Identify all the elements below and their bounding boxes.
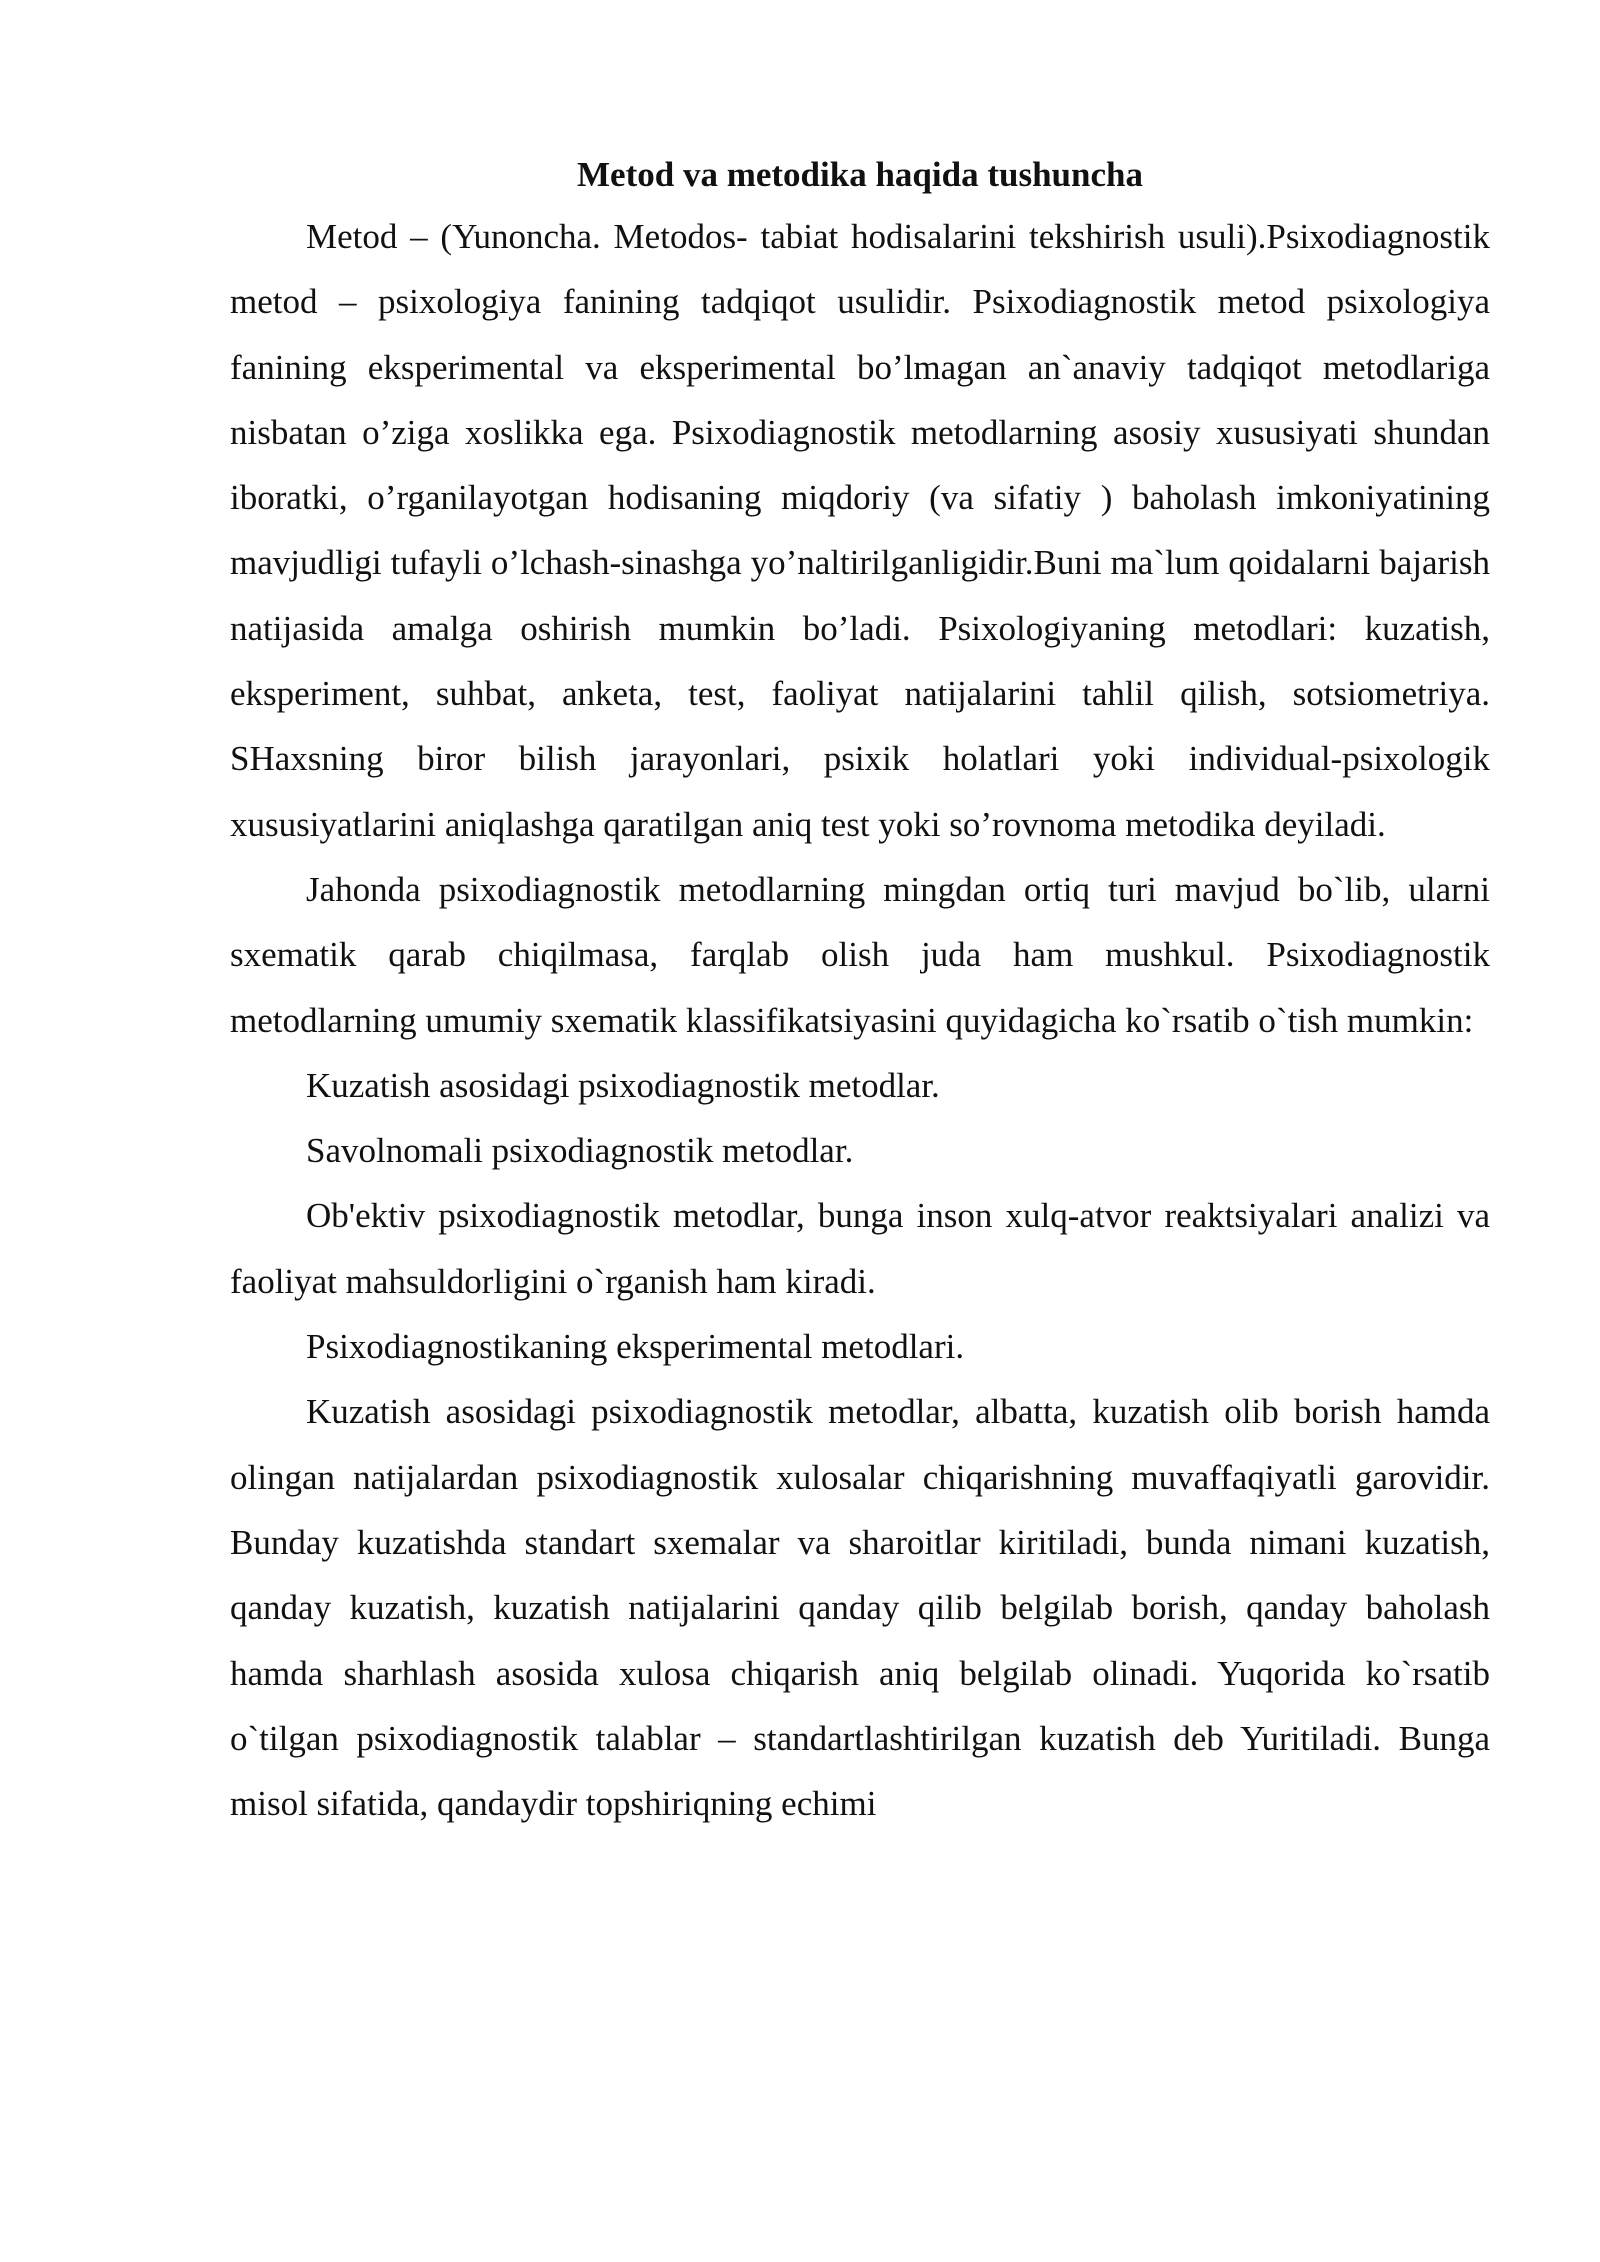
- paragraph-observation-details: Kuzatish asosidagi psixodiagnostik metodlar, albatta, kuzatish olib borish hamda olingan natijalardan psixodiagnostik xulosalar chiqarishning muvaffaqiyatli garovidir. Bunday kuzatishda standart sxemalar va sharoitlar kiritiladi, bunda nimani kuzatish, qanday kuzatish, kuzatish natijalarini qanday qilib belgilab borish, qanday baholash hamda sharhlash asosida xulosa chiqarish aniq belgilab olinadi. Yuqorida ko`rsatib o`tilgan psixodiagnostik talablar – standartlashtirilgan kuzatish deb Yuritiladi. Bunga misol sifatida, qandaydir topshiriqning echimi: [230, 1392, 1490, 1824]
- document-title: Metod va metodika haqida tushuncha: [577, 155, 1143, 194]
- list-item-objective-methods: Ob'ektiv psixodiagnostik metodlar, bunga inson xulq-atvor reaktsiyalari analizi va faoliyat mahsuldorligini o`rganish ham kiradi.: [230, 1196, 1490, 1301]
- paragraph-classification-intro: Jahonda psixodiagnostik metodlarning mingdan ortiq turi mavjud bo`lib, ularni sxematik qarab chiqilmasa, farqlab olish juda ham mushkul. Psixodiagnostik metodlarning umumiy sxematik klassifikatsiyasini quyidagicha ko`rsatib o`tish mumkin:: [230, 869, 1490, 1040]
- list-item-observation-methods: Kuzatish asosidagi psixodiagnostik metodlar.: [306, 1065, 940, 1105]
- paragraph-metod-definition: Metod – (Yunoncha. Metodos- tabiat hodisalarini tekshirish usuli).Psixodiagnostik metod – psixologiya fanining tadqiqot usulidir. Psixodiagnostik metod psixologiya fanining eksperimental va eksperimental bo’lmagan an`anaviy tadqiqot metodlariga nisbatan o’ziga xoslikka ega. Psixodiagnostik metodlarning asosiy xususiyati shundan iboratki, o’rganilayotgan hodisaning miqdoriy (va sifatiy ) baholash imkoniyatining mavjudligi tufayli o’lchash-sinashga yo’naltirilganligidir.Buni ma`lum qoidalarni bajarish natijasida amalga oshirish mumkin bo’ladi. Psixologiyaning metodlari: kuzatish, eksperiment, suhbat, anketa, test, faoliyat natijalarini tahlil qilish, sotsiometriya. SHaxsning biror bilish jarayonlari, psixik holatlari yoki individual-psixologik xususiyatlarini aniqlashga qaratilgan aniq test yoki so’rovnoma metodika deyiladi.: [230, 217, 1490, 844]
- list-item-questionnaire-methods: Savolnomali psixodiagnostik metodlar.: [306, 1131, 854, 1171]
- document-page: [230, 150, 1490, 1836]
- list-item-experimental-methods: Psixodiagnostikaning eksperimental metodlari.: [306, 1327, 965, 1367]
